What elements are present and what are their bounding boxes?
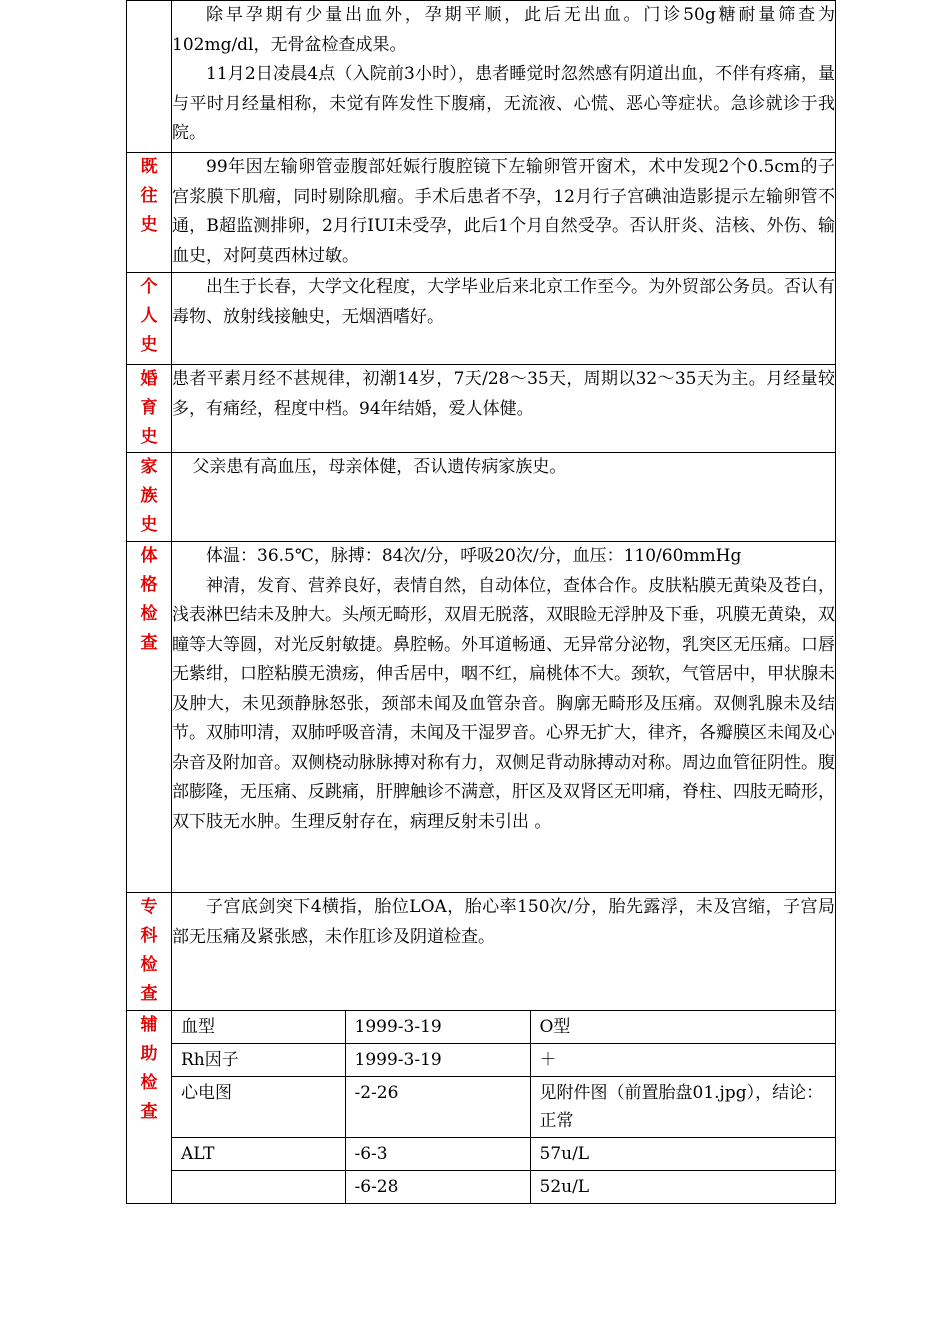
row-past-history <box>127 153 836 273</box>
aux-item: ALT <box>172 1138 345 1171</box>
marital-history-content <box>172 365 836 453</box>
row-marital-history <box>127 365 836 453</box>
personal-history-content <box>172 273 836 365</box>
aux-result: 57u/L <box>530 1138 835 1171</box>
physical-exam-text: 神清，发育、营养良好，表情自然，自动体位，查体合作。皮肤粘膜无黄染及苍白，浅表淋巴结未及肿大。头颅无畸形，双眉无脱落，双眼睑无浮肿及下垂，巩膜无黄染，双瞳等大等圆，对光反射敏捷。鼻腔畅。外耳道畅通、无异常分泌物，乳突区无压痛。口唇无紫绀，口腔粘膜无溃疡，伸舌居中，咽不红，扁桃体不大。颈软，气管居中，甲状腺未及肿大，未见颈静脉怒张，颈部未闻及血管杂音。胸廓无畸形及压痛。双侧乳腺未及结节。双肺叩清，双肺呼吸音清，未闻及干湿罗音。心界无扩大，律齐，各瓣膜区未闻及心杂音及附加音。双侧桡动脉脉搏对称有力，双侧足背动脉搏动对称。周边血管征阴性。腹部膨隆，无压痛、反跳痛，肝脾触诊不满意，肝区及双肾区无叩痛，脊柱、四肢无畸形，双下肢无水肿。生理反射存在，病理反射未引出 。 <box>172 575 835 832</box>
aux-result: ＋ <box>530 1044 835 1077</box>
aux-date: 1999-3-19 <box>345 1044 530 1077</box>
aux-result: 见附件图（前置胎盘01.jpg），结论：正常 <box>530 1077 835 1138</box>
special-exam-content <box>172 893 836 1011</box>
aux-exam-table <box>172 1011 835 1203</box>
personal-history-label: 个 人 史 <box>127 273 172 365</box>
aux-item <box>172 1171 345 1204</box>
aux-result: 52u/L <box>539 1177 590 1197</box>
family-history-label: 家 族 史 <box>127 453 172 542</box>
aux-exam-label: 辅 助 检 查 <box>127 1011 172 1204</box>
physical-exam-label: 体 格 检 查 <box>127 542 172 893</box>
aux-date: -2-26 <box>345 1077 530 1138</box>
past-history-content <box>172 153 836 273</box>
medical-record-table <box>126 0 836 1204</box>
aux-item: Rh因子 <box>172 1044 345 1077</box>
aux-exam-content <box>172 1011 836 1204</box>
row-history-continued <box>127 1 836 153</box>
row-family-history <box>127 453 836 542</box>
marital-history-label: 婚 育 史 <box>127 365 172 453</box>
family-history-content <box>172 453 836 542</box>
row-special-exam <box>127 893 836 1011</box>
medical-record-page <box>126 0 836 1204</box>
history-continued-content <box>172 1 836 153</box>
past-history-label: 既 往 史 <box>127 153 172 273</box>
personal-history-text: 出生于长春，大学文化程度，大学毕业后来北京工作至今。为外贸部公务员。否认有毒物、放射线接触史，无烟酒嗜好。 <box>172 277 835 327</box>
table-row <box>172 1138 835 1171</box>
special-exam-label: 专 科 检 查 <box>127 893 172 1011</box>
row-label-empty <box>127 1 172 153</box>
marital-history-text: 患者平素月经不甚规律，初潮14岁，7天/28～35天，周期以32～35天为主。月经量较多，有痛经，程度中档。94年结婚，爱人体健。 <box>172 369 835 419</box>
table-row <box>172 1011 835 1044</box>
aux-item: 血型 <box>172 1011 345 1044</box>
row-personal-history <box>127 273 836 365</box>
family-history-text: 父亲患有高血压，母亲体健，否认遗传病家族史。 <box>192 457 567 477</box>
special-exam-text: 子宫底剑突下4横指，胎位LOA，胎心率150次/分，胎先露浮，未及宫缩，子宫局部无压痛及紧张感，未作肛诊及阴道检查。 <box>172 897 835 947</box>
physical-exam-content <box>172 542 836 893</box>
aux-item: 心电图 <box>172 1077 345 1138</box>
table-row <box>172 1044 835 1077</box>
aux-date: 1999-3-19 <box>345 1011 530 1044</box>
past-history-text: 99年因左输卵管壶腹部妊娠行腹腔镜下左输卵管开窗术，术中发现2个0.5cm的子宫浆膜下肌瘤，同时剔除肌瘤。手术后患者不孕，12月行子宫碘油造影提示左输卵管不通，B超监测排卵，2月行IUI未受孕，此后1个月自然受孕。否认肝炎、洁核、外伤、输血史，对阿莫西林过敏。 <box>172 157 835 266</box>
row-physical-exam <box>127 542 836 893</box>
table-row <box>172 1171 835 1204</box>
aux-date: -6-28 <box>345 1171 530 1204</box>
aux-result: O型 <box>530 1011 835 1044</box>
aux-date: -6-3 <box>345 1138 530 1171</box>
history-paragraph: 除早孕期有少量出血外，孕期平顺，此后无出血。门诊50g糖耐量筛查为102mg/dl，无骨盆检查成果。 <box>172 5 835 55</box>
history-paragraph: 11月2日凌晨4点（入院前3小时），患者睡觉时忽然感有阴道出血，不伴有疼痛，量与平时月经量相称，未觉有阵发性下腹痛，无流液、心慌、恶心等症状。急诊就诊于我院。 <box>172 64 835 143</box>
vital-signs-text: 体温：36.5℃，脉搏：84次/分，呼吸20次/分，血压：110/60mmHg <box>206 546 742 566</box>
table-row <box>172 1077 835 1138</box>
row-aux-exam <box>127 1011 836 1204</box>
